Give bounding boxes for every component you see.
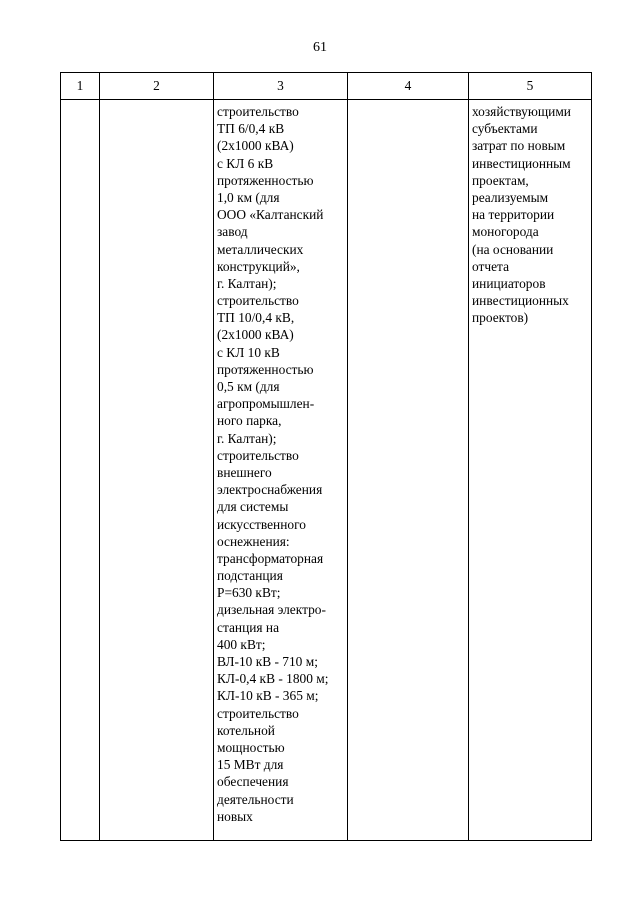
col3-line: новых [217,808,253,824]
col3-line: ВЛ-10 кВ - 710 м; [217,654,318,669]
col5-line: хозяйствующими [472,104,571,119]
header-cell-5: 5 [469,73,592,100]
col3-line: с КЛ 6 кВ [217,155,274,171]
col3-line: конструкций», [217,258,300,274]
col3-line: 15 МВт для [217,757,284,773]
col3-line: ного парка, [217,413,282,429]
col3-line: для системы [217,499,289,515]
col3-line: металлических [217,241,304,257]
col5-line: инициаторов [472,275,546,291]
cell-col4 [348,100,469,841]
col3-line: агропромышлен- [217,396,315,412]
col3-line: г. Калтан); [217,430,277,446]
col5-line: инвестиционным [472,155,571,171]
col5-line: на территории [472,207,555,223]
col3-line: трансформаторная [217,550,324,566]
col5-line: проектам, [472,172,529,188]
header-cell-1: 1 [61,73,100,100]
col3-line: электроснабжения [217,482,323,498]
col5-line: моногорода [472,224,539,240]
col5-line: субъектами [472,121,538,137]
col5-line: затрат по новым [472,138,566,154]
col5-line: проектов) [472,310,529,326]
col3-line: обеспечения [217,774,289,790]
col3-line: ООО «Калтанский [217,207,324,223]
header-row [61,73,592,100]
col3-line: станция на [217,619,280,635]
col5-line: инвестиционных [472,293,569,309]
data-table [60,72,592,841]
header-cell-2: 2 [100,73,214,100]
cell-col2 [100,100,214,841]
col3-line: дизельная электро- [217,602,326,618]
col5-line: реализуемым [472,189,549,205]
col5-text [469,100,591,326]
col3-line: г. Калтан); [217,275,277,291]
col3-line: протяженностью [217,172,314,188]
col3-line: искусственного [217,516,306,532]
col3-line: (2х1000 кВА) [217,138,294,154]
col3-line: (2х1000 кВА) [217,327,294,343]
col3-line: с КЛ 10 кВ [217,344,280,360]
col3-line: деятельности [217,791,294,807]
col3-line: протяженностью [217,361,314,377]
col3-line: оснежнения: [217,533,290,549]
col3-line: котельной [217,722,275,738]
col3-line: строительство [217,705,299,721]
header-cell-3: 3 [214,73,348,100]
col3-line: подстанция [217,568,283,584]
col3-line: КЛ-10 кВ - 365 м; [217,688,319,704]
col3-line: 400 кВт; [217,636,266,652]
col3-line: ТП 10/0,4 кВ, [217,310,295,326]
col3-line: Р=630 кВт; [217,585,281,601]
cell-col3 [214,100,348,841]
col3-line: строительство [217,293,299,309]
header-cell-4: 4 [348,73,469,100]
col3-line: ТП 6/0,4 кВ [217,121,285,137]
cell-col5 [469,100,592,841]
col3-line: 0,5 км (для [217,379,280,394]
col3-line: КЛ-0,4 кВ - 1800 м; [217,671,329,687]
col3-line: мощностью [217,739,285,755]
col5-line: (на основании [472,241,554,257]
cell-col1 [61,100,100,841]
col3-line: внешнего [217,464,272,480]
col3-line: завод [217,224,248,240]
table-row [61,100,592,841]
col3-line: строительство [217,447,299,463]
page-number: 61 [313,40,327,55]
col3-line: 1,0 км (для [217,189,280,205]
col3-text [214,100,347,825]
col3-line: строительство [217,104,299,119]
col5-line: отчета [472,258,510,274]
